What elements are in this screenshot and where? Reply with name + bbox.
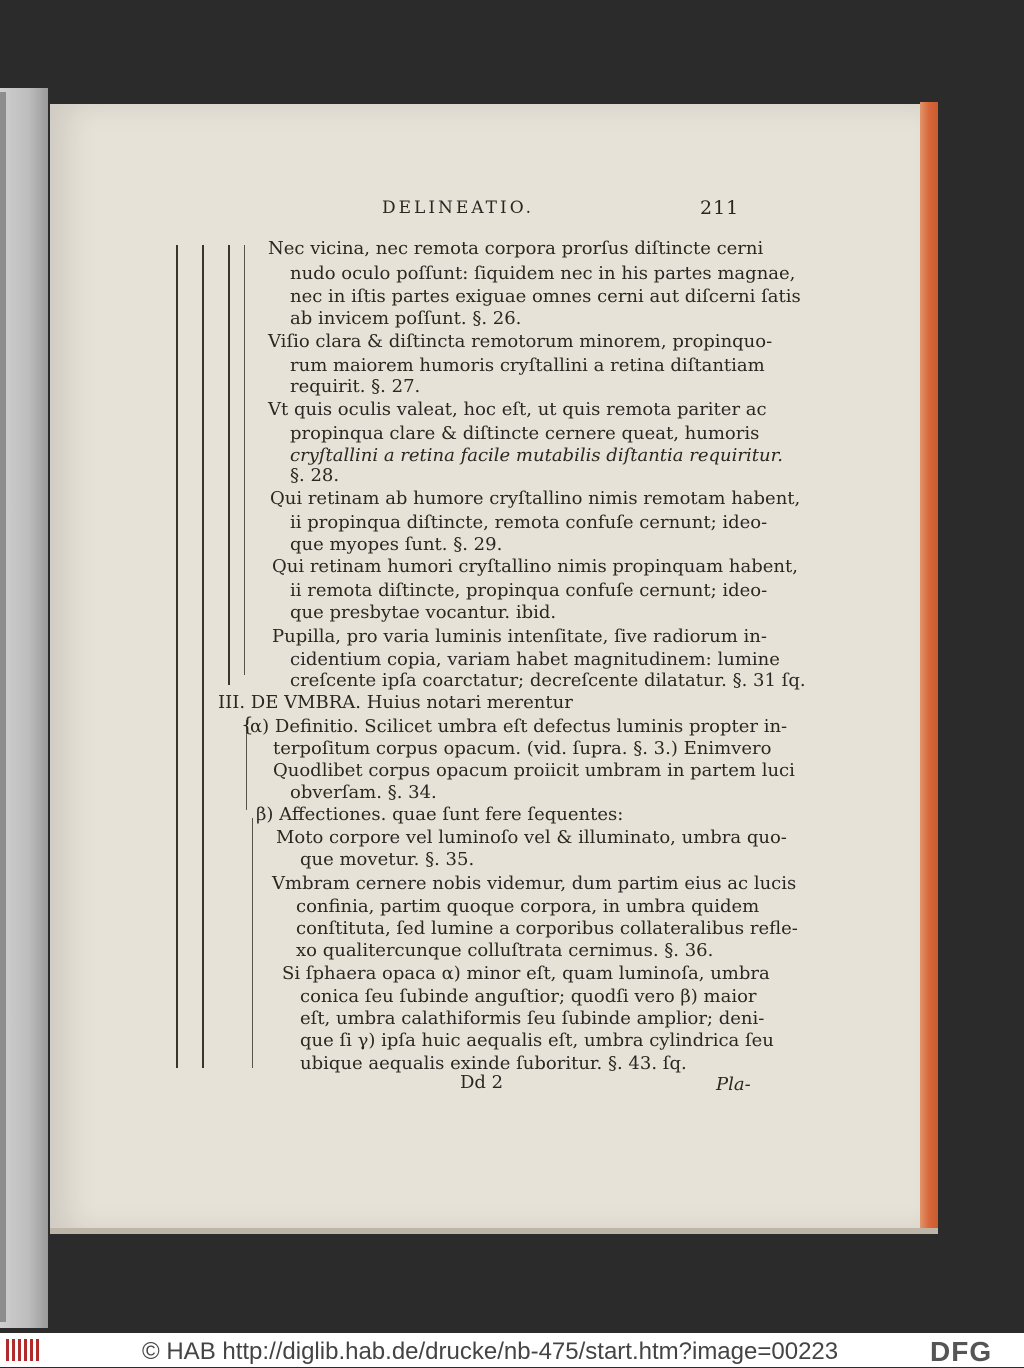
outline-rule-3 bbox=[228, 245, 230, 685]
page-fore-edge bbox=[920, 102, 938, 1234]
adjacent-book-shadow bbox=[0, 92, 6, 1322]
text-line: terpoſitum corpus opacum. (vid. ſupra. §. 3.) Enimvero bbox=[273, 738, 772, 759]
text-line: que presbytae vocantur. ibid. bbox=[290, 602, 557, 623]
running-head: DELINEATIO. bbox=[382, 198, 535, 218]
text-line: §. 28. bbox=[290, 465, 340, 486]
text-line: que myopes ſunt. §. 29. bbox=[290, 534, 503, 555]
text-line: Quodlibet corpus opacum proiicit umbram in partem luci bbox=[273, 760, 795, 781]
text-line: Nec vicina, nec remota corpora prorſus diſtincte cerni bbox=[268, 238, 764, 259]
text-line: confinia, partim quoque corpora, in umbra quidem bbox=[296, 896, 760, 917]
text-line: conſtituta, ſed lumine a corporibus collateralibus refle- bbox=[296, 918, 798, 939]
text-line: ii propinqua diſtincte, remota confuſe cernunt; ideo- bbox=[290, 512, 768, 533]
text-line: requirit. §. 27. bbox=[290, 376, 421, 397]
text-line: α) Definitio. Scilicet umbra eſt defectus luminis propter in- bbox=[250, 716, 788, 737]
copyright-url[interactable]: © HAB http://diglib.hab.de/drucke/nb-475/start.htm?image=00223 bbox=[142, 1338, 839, 1365]
text-line: rum maiorem humoris cryſtallini a retina diſtantiam bbox=[290, 355, 765, 376]
outline-rule-4 bbox=[244, 245, 245, 675]
text-line: Qui retinam humori cryſtallino nimis propinquam habent, bbox=[272, 556, 798, 577]
viewer-footer bbox=[0, 1333, 1024, 1367]
text-line: propinqua clare & diſtincte cernere queat, humoris bbox=[290, 423, 760, 444]
brace-alpha: { bbox=[241, 712, 254, 736]
text-line: ab invicem poſſunt. §. 26. bbox=[290, 308, 522, 329]
text-line: β) Affectiones. quae ſunt fere ſequentes: bbox=[256, 804, 624, 825]
dfg-logo: DFG bbox=[930, 1336, 993, 1367]
outline-rule-1 bbox=[176, 245, 178, 1068]
text-line: Pupilla, pro varia luminis intenſitate, ſive radiorum in- bbox=[272, 626, 767, 647]
page-number: 211 bbox=[700, 197, 740, 219]
text-line: Viſio clara & diſtincta remotorum minorem, propinquo- bbox=[268, 331, 773, 352]
outline-rule-2 bbox=[202, 245, 204, 1068]
text-line: xo qualitercunque colluſtrata cernimus. §. 36. bbox=[296, 940, 714, 961]
text-line: eſt, umbra calathiformis ſeu ſubinde amplior; deni- bbox=[300, 1008, 765, 1029]
text-line: Moto corpore vel luminoſo vel & illuminato, umbra quo- bbox=[276, 827, 787, 848]
text-line: creſcente ipſa coarctatur; decreſcente dilatatur. §. 31 ſq. bbox=[290, 670, 806, 691]
text-line: Vt quis oculis valeat, hoc eſt, ut quis remota pariter ac bbox=[268, 399, 767, 420]
section-heading: III. DE VMBRA. Huius notari merentur bbox=[218, 692, 573, 713]
text-line: nec in iſtis partes exiguae omnes cerni aut diſcerni ſatis bbox=[290, 286, 801, 307]
text-line: conica ſeu ſubinde anguſtior; quodſi vero β) maior bbox=[300, 986, 757, 1007]
text-line: cidentium copia, variam habet magnitudinem: lumine bbox=[290, 649, 780, 670]
text-line: Qui retinam ab humore cryſtallino nimis remotam habent, bbox=[270, 488, 801, 509]
catchword: Pla- bbox=[716, 1074, 751, 1095]
text-line: cryſtallini a retina facile mutabilis diſtantia requiritur. bbox=[290, 445, 783, 466]
page-bottom-edge bbox=[50, 1228, 938, 1234]
hab-logo-icon bbox=[6, 1339, 40, 1361]
text-line: nudo oculo poſſunt: ſiquidem nec in his partes magnae, bbox=[290, 263, 796, 284]
text-line: Vmbram cernere nobis videmur, dum partim eius ac lucis bbox=[272, 873, 797, 894]
text-line: que ſi γ) ipſa huic aequalis eſt, umbra cylindrica ſeu bbox=[300, 1030, 774, 1051]
signature-mark: Dd 2 bbox=[460, 1072, 504, 1093]
text-line: que movetur. §. 35. bbox=[300, 849, 475, 870]
text-line: obverſam. §. 34. bbox=[290, 782, 437, 803]
text-line: ubique aequalis exinde ſuboritur. §. 43. ſq. bbox=[300, 1053, 687, 1074]
adjacent-book-edge bbox=[0, 88, 48, 1328]
outline-rule-6 bbox=[252, 818, 253, 1068]
text-line: Si ſphaera opaca α) minor eſt, quam luminoſa, umbra bbox=[282, 963, 770, 984]
text-line: ii remota diſtincte, propinqua confuſe cernunt; ideo- bbox=[290, 580, 768, 601]
